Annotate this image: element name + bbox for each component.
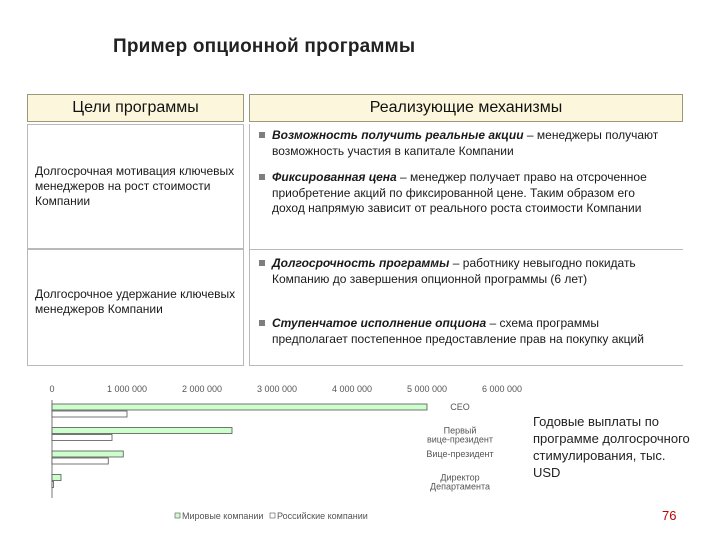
bar-0-0 (52, 404, 427, 410)
goal-text: Долгосрочная мотивация ключевых менеджеров на рост стоимости Компании (35, 164, 235, 208)
bullet-marker (259, 260, 265, 266)
mechanism-item (258, 170, 668, 217)
goal-text: Долгосрочное удержание ключевых менеджеров Компании (35, 287, 236, 316)
legend-label: Мировые компании (182, 511, 264, 521)
x-tick-label: 0 (49, 384, 55, 394)
header-goals: Цели программы (27, 94, 244, 122)
x-tick-label: 2 000 000 (181, 384, 223, 394)
mechanism-term: Ступенчатое исполнение опциона (272, 316, 487, 330)
bullet-marker (259, 132, 265, 138)
x-tick-label: 4 000 000 (331, 384, 373, 394)
mechanism-item (258, 316, 668, 347)
bar-1-1 (52, 435, 112, 441)
row-divider (250, 249, 683, 250)
mechanism-term: Долгосрочность программы (272, 256, 450, 270)
legend-swatch (270, 513, 275, 518)
goal-cell-1 (27, 124, 244, 249)
category-label: Первый вице-президент (426, 425, 494, 445)
header-mechanisms: Реализующие механизмы (249, 94, 683, 122)
slide-title: Пример опционной программы (113, 36, 416, 57)
mechanisms-panel (249, 124, 683, 366)
category-label: Вице-президент (426, 449, 494, 459)
category-label: Директор Департамента (429, 472, 491, 492)
x-tick-label: 6 000 000 (481, 384, 523, 394)
legend-label: Российские компании (277, 511, 368, 521)
bar-1-0 (52, 411, 127, 417)
bullet-marker (259, 320, 265, 326)
bar-0-3 (52, 475, 61, 481)
x-tick-label: 3 000 000 (256, 384, 298, 394)
mechanism-item (258, 256, 668, 287)
mechanism-description: – работнику невыгодно покидать Компанию до завершения опционной программы (6 лет) (272, 256, 636, 286)
chart-caption: Годовые выплаты по программе долгосрочного стимулирования, тыс. USD (533, 414, 690, 480)
mechanism-description: – менеджер получает право на отсроченное приобретение акций по фиксированной цене. Таким образом его доход напрямую зависит от реального роста стоимости Компании (272, 170, 647, 215)
goal-cell-2 (27, 249, 244, 366)
mechanism-item (258, 128, 668, 159)
mechanism-term: Фиксированная цена (272, 170, 397, 184)
bullet-marker (259, 174, 265, 180)
page-number: 76 (662, 508, 677, 523)
mechanism-term: Возможность получить реальные акции (272, 128, 524, 142)
x-tick-label: 5 000 000 (406, 384, 448, 394)
category-label: CEO (450, 402, 470, 412)
bar-0-1 (52, 428, 232, 434)
mechanism-description: – схема программы предполагает постепенное предоставление прав на покупку акций (272, 316, 644, 346)
bar-0-2 (52, 451, 123, 457)
payout-bar-chart (35, 378, 535, 528)
mechanism-description: – менеджеры получают возможность участия в капитале Компании (272, 128, 659, 158)
bar-1-3 (52, 482, 54, 488)
legend-swatch (175, 513, 180, 518)
x-tick-label: 1 000 000 (106, 384, 148, 394)
bar-1-2 (52, 458, 108, 464)
